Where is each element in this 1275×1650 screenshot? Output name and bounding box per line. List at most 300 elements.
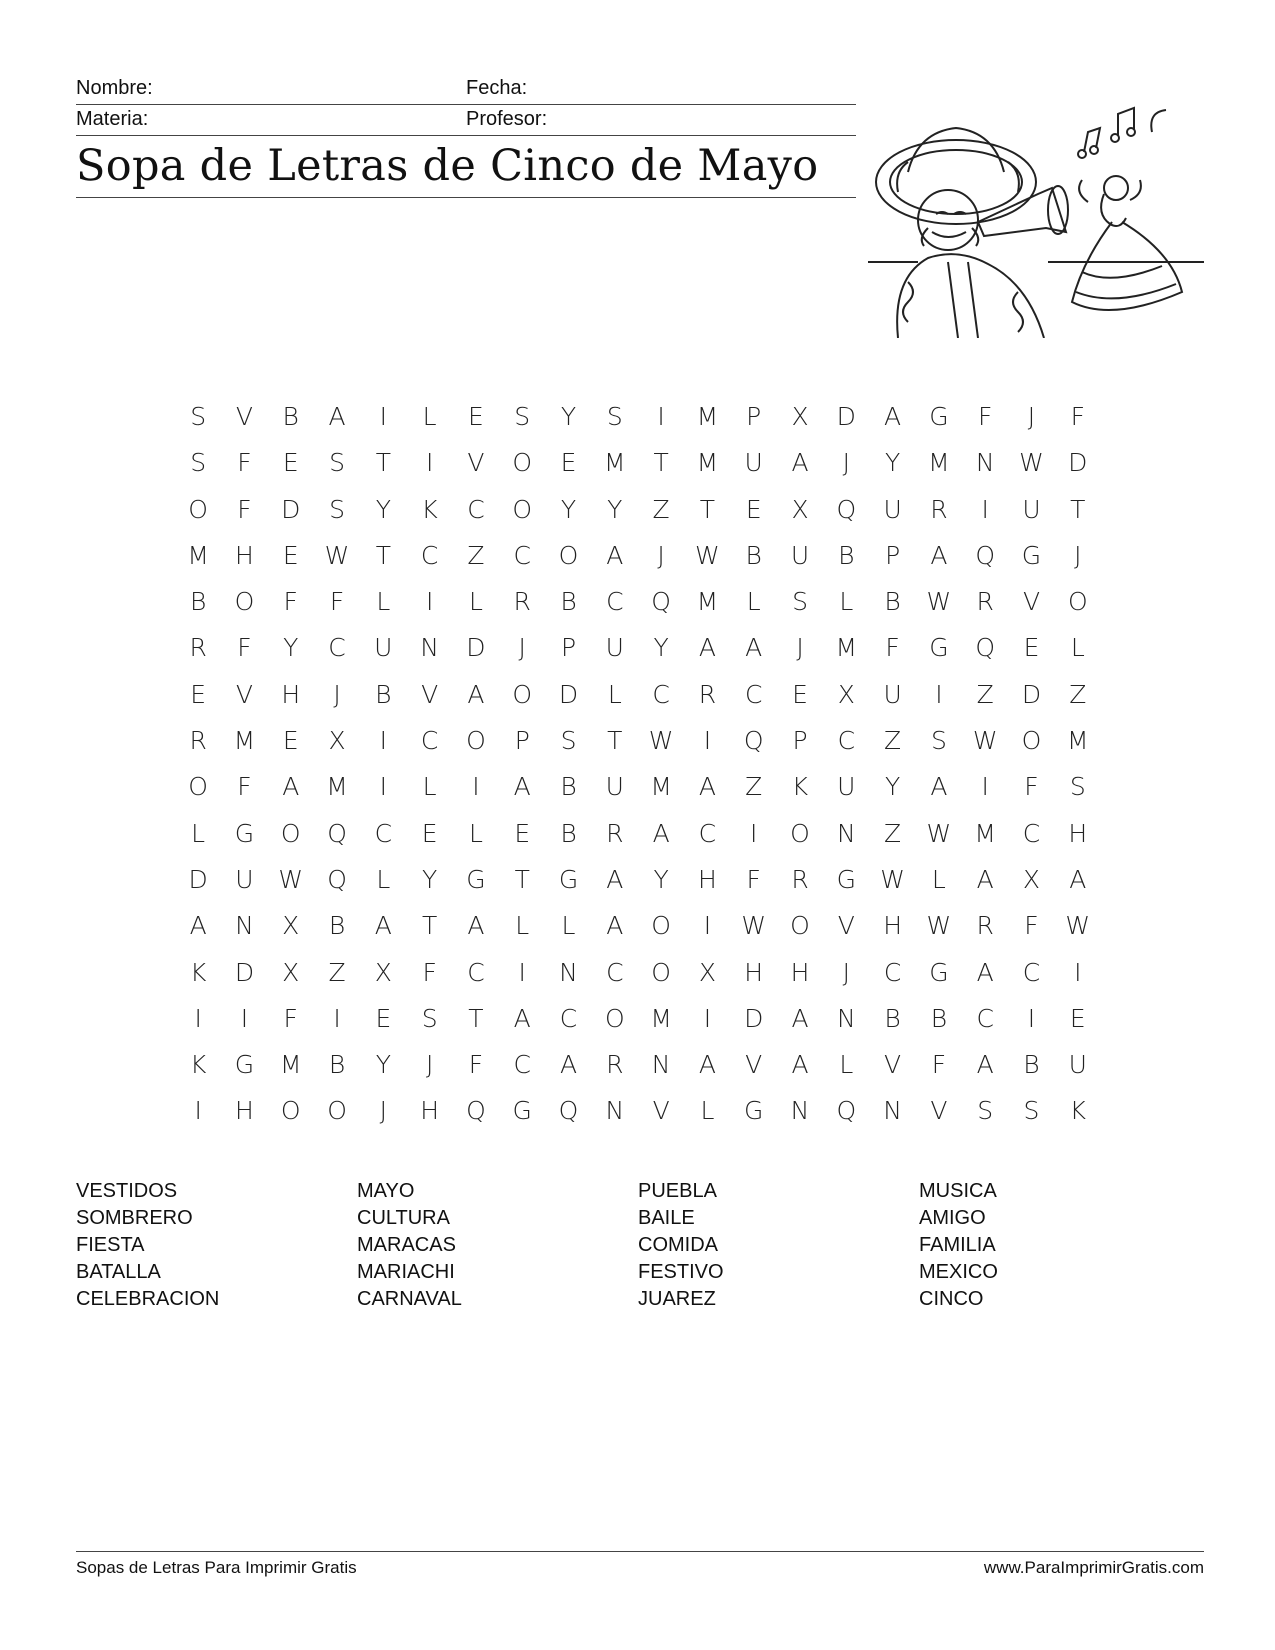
grid-letter: E: [745, 494, 762, 524]
grid-letter: A: [282, 772, 300, 802]
grid-letter: L: [422, 402, 437, 431]
grid-letter: Q: [836, 494, 857, 524]
grid-letter: O: [651, 957, 671, 987]
grid-letter: H: [235, 540, 254, 570]
grid-letter: I: [703, 911, 712, 941]
grid-letter: F: [422, 957, 437, 987]
grid-letter: E: [1069, 1003, 1086, 1033]
grid-letter: F: [237, 633, 252, 663]
grid-letter: C: [652, 679, 670, 709]
grid-letter: F: [283, 587, 298, 617]
word-list-item: COMIDA: [638, 1234, 718, 1256]
grid-letter: I: [750, 818, 758, 848]
grid-letter: V: [467, 448, 485, 478]
grid-letter: N: [420, 633, 439, 663]
grid-letter: B: [189, 587, 207, 617]
grid-letter: T: [699, 494, 716, 524]
grid-letter: F: [283, 1003, 298, 1033]
grid-letter: H: [790, 957, 810, 987]
grid-letter: A: [884, 402, 902, 431]
grid-letter: Z: [884, 818, 902, 848]
grid-letter: A: [698, 1050, 716, 1080]
grid-letter: D: [744, 1003, 764, 1033]
word-list-item: PUEBLA: [638, 1180, 717, 1202]
grid-letter: H: [744, 957, 764, 987]
grid-letter: Q: [558, 1096, 579, 1126]
grid-letter: W: [972, 726, 998, 756]
grid-letter: A: [976, 1050, 994, 1080]
grid-letter: A: [189, 911, 207, 941]
grid-letter: J: [333, 679, 341, 709]
grid-letter: G: [1021, 540, 1042, 570]
grid-letter: O: [234, 587, 255, 617]
grid-letter: U: [883, 679, 902, 709]
grid-letter: H: [281, 679, 301, 709]
grid-letter: A: [930, 540, 948, 570]
grid-letter: I: [1074, 957, 1082, 987]
grid-letter: R: [606, 818, 624, 848]
grid-letter: S: [514, 402, 531, 431]
grid-letter: U: [374, 633, 393, 663]
grid-letter: W: [1019, 448, 1044, 478]
grid-letter: I: [425, 448, 434, 478]
grid-letter: C: [420, 726, 439, 756]
grid-letter: E: [792, 679, 808, 709]
grid-letter: A: [513, 1003, 531, 1033]
grid-letter: C: [467, 957, 485, 987]
grid-letter: Z: [745, 772, 763, 802]
grid-letter: S: [421, 1003, 438, 1033]
grid-letter: S: [329, 494, 345, 524]
grid-letter: A: [698, 772, 716, 802]
grid-letter: Y: [653, 633, 669, 663]
grid-letter: A: [791, 448, 809, 478]
header-fields: [76, 74, 856, 136]
grid-letter: U: [790, 540, 810, 570]
grid-letter: T: [375, 540, 391, 570]
grid-letter: L: [839, 1050, 854, 1080]
grid-letter: U: [605, 633, 624, 663]
grid-letter: J: [379, 1096, 388, 1126]
grid-letter: G: [558, 864, 579, 894]
grid-letter: I: [379, 402, 388, 431]
word-list-item: MARACAS: [357, 1234, 456, 1256]
grid-letter: O: [604, 1003, 625, 1033]
grid-letter: O: [188, 772, 208, 802]
grid-letter: W: [926, 587, 952, 617]
grid-letter: A: [467, 911, 485, 941]
grid-letter: N: [559, 957, 578, 987]
grid-letter: A: [606, 864, 624, 894]
grid-letter: U: [837, 772, 856, 802]
word-list-item: MARIACHI: [357, 1261, 455, 1283]
grid-letter: B: [560, 772, 577, 802]
word-list-item: SOMBRERO: [76, 1207, 193, 1229]
grid-letter: S: [329, 448, 345, 478]
grid-letter: J: [842, 448, 850, 478]
word-list-item: CELEBRACION: [76, 1288, 220, 1310]
grid-letter: F: [885, 633, 900, 663]
grid-letter: Y: [560, 402, 577, 431]
grid-letter: V: [421, 679, 439, 709]
grid-letter: M: [279, 1050, 302, 1080]
grid-letter: E: [1023, 633, 1040, 663]
grid-letter: S: [792, 587, 808, 617]
grid-letter: I: [518, 957, 526, 987]
grid-letter: V: [884, 1050, 902, 1080]
grid-letter: T: [514, 864, 530, 894]
grid-letter: M: [1067, 726, 1089, 756]
grid-letter: O: [790, 818, 810, 848]
grid-letter: A: [930, 772, 948, 802]
grid-letter: K: [1069, 1096, 1086, 1126]
grid-letter: E: [468, 402, 484, 431]
word-list-item: BAILE: [638, 1207, 695, 1229]
word-list-item: BATALLA: [76, 1261, 161, 1283]
grid-letter: N: [975, 448, 995, 478]
header-row-2: [76, 105, 856, 136]
grid-letter: L: [700, 1096, 715, 1126]
grid-letter: U: [744, 448, 763, 478]
grid-letter: A: [606, 911, 624, 941]
grid-letter: A: [513, 772, 531, 802]
grid-letter: D: [281, 494, 301, 524]
grid-letter: I: [981, 494, 989, 524]
grid-letter: N: [790, 1096, 810, 1126]
grid-letter: M: [233, 726, 256, 756]
grid-letter: A: [374, 911, 392, 941]
grid-letter: F: [746, 864, 761, 894]
grid-letter: A: [976, 864, 994, 894]
date-label: Fecha:: [466, 77, 528, 99]
word-list-item: CINCO: [919, 1288, 984, 1310]
grid-letter: Y: [884, 448, 901, 478]
grid-letter: A: [559, 1050, 578, 1080]
word-column: [919, 1178, 1200, 1313]
word-list-item: FAMILIA: [919, 1234, 996, 1256]
grid-letter: K: [421, 494, 438, 524]
grid-letter: B: [560, 818, 577, 848]
grid-letter: D: [188, 864, 208, 894]
grid-letter: O: [188, 494, 208, 524]
grid-letter: B: [328, 1050, 346, 1080]
grid-letter: O: [327, 1096, 347, 1126]
grid-letter: Y: [607, 494, 623, 524]
grid-letter: I: [703, 726, 712, 756]
grid-letter: G: [744, 1096, 764, 1126]
grid-letter: C: [744, 679, 763, 709]
grid-letter: L: [839, 587, 854, 617]
footer-left-text: Sopas de Letras Para Imprimir Gratis: [76, 1558, 357, 1577]
grid-letter: J: [657, 540, 665, 570]
word-column: [357, 1178, 638, 1313]
grid-letter: P: [514, 726, 530, 756]
grid-letter: U: [1022, 494, 1041, 524]
grid-letter: G: [234, 818, 255, 848]
grid-letter: L: [468, 587, 483, 617]
grid-letter: V: [652, 1096, 670, 1126]
grid-letter: D: [234, 957, 255, 987]
grid-letter: O: [558, 540, 579, 570]
grid-letter: X: [282, 957, 300, 987]
grid-letter: A: [1069, 864, 1087, 894]
grid-letter: Q: [327, 818, 347, 848]
grid-letter: I: [240, 1003, 249, 1033]
grid-letter: Y: [653, 864, 669, 894]
grid-letter: M: [326, 772, 348, 802]
grid-letter: Q: [327, 864, 347, 894]
grid-letter: B: [328, 911, 346, 941]
grid-letter: G: [234, 1050, 255, 1080]
grid-letter: Y: [375, 1050, 391, 1080]
grid-letter: T: [468, 1003, 484, 1033]
grid-letter: P: [792, 726, 808, 756]
grid-letter: H: [698, 864, 717, 894]
grid-letter: H: [420, 1096, 440, 1126]
grid-letter: O: [790, 911, 810, 941]
grid-letter: U: [1068, 1050, 1087, 1080]
grid-letter: C: [1022, 818, 1041, 848]
word-list-item: CARNAVAL: [357, 1288, 462, 1310]
grid-letter: L: [376, 864, 391, 894]
grid-letter: X: [328, 726, 346, 756]
grid-letter: F: [237, 448, 252, 478]
grid-letter: S: [1069, 772, 1086, 802]
grid-letter: E: [282, 540, 299, 570]
grid-letter: Z: [976, 679, 994, 709]
grid-letter: M: [835, 633, 858, 663]
grid-letter: R: [513, 587, 531, 617]
grid-letter: F: [237, 494, 252, 524]
grid-letter: A: [698, 633, 716, 663]
word-list-item: MEXICO: [919, 1261, 998, 1283]
grid-letter: Z: [467, 540, 485, 570]
grid-letter: W: [324, 540, 350, 570]
grid-letter: I: [981, 772, 989, 802]
grid-letter: Z: [328, 957, 346, 987]
grid-letter: R: [976, 587, 994, 617]
grid-letter: A: [328, 402, 346, 431]
grid-letter: Q: [975, 540, 996, 570]
grid-letter: O: [1067, 587, 1088, 617]
grid-letter: F: [1024, 911, 1039, 941]
grid-letter: R: [189, 633, 207, 663]
grid-letter: L: [931, 864, 946, 894]
grid-letter: B: [884, 1003, 901, 1033]
grid-letter: J: [425, 1050, 434, 1080]
grid-letter: A: [606, 540, 624, 570]
grid-letter: V: [930, 1096, 948, 1126]
grid-letter: X: [791, 494, 809, 524]
grid-letter: W: [278, 864, 304, 894]
grid-letter: M: [696, 448, 719, 478]
grid-letter: A: [976, 957, 994, 987]
grid-letter: E: [560, 448, 577, 478]
grid-letter: V: [745, 1050, 763, 1080]
grid-letter: D: [1021, 679, 1042, 709]
grid-letter: M: [650, 772, 672, 802]
grid-letter: E: [190, 679, 207, 709]
grid-letter: X: [698, 957, 716, 987]
grid-letter: I: [935, 679, 943, 709]
grid-letter: W: [926, 818, 952, 848]
grid-letter: Q: [466, 1096, 486, 1126]
grid-letter: N: [605, 1096, 625, 1126]
grid-letter: P: [885, 540, 901, 570]
grid-letter: F: [237, 772, 252, 802]
grid-letter: C: [328, 633, 346, 663]
grid-letter: R: [930, 494, 948, 524]
grid-letter: Q: [836, 1096, 857, 1126]
grid-letter: C: [374, 818, 393, 848]
grid-letter: L: [746, 587, 761, 617]
grid-letter: J: [1074, 540, 1082, 570]
word-list-item: MUSICA: [919, 1180, 997, 1202]
grid-letter: B: [884, 587, 901, 617]
word-list-item: AMIGO: [919, 1207, 986, 1229]
grid-letter: M: [604, 448, 626, 478]
grid-letter: T: [375, 448, 391, 478]
grid-letter: V: [837, 911, 855, 941]
letter-grid: [175, 402, 1101, 1143]
grid-letter: N: [836, 818, 856, 848]
grid-letter: K: [791, 772, 809, 802]
grid-letter: B: [375, 679, 392, 709]
grid-letter: L: [376, 587, 391, 617]
grid-letter: C: [837, 726, 856, 756]
grid-letter: Z: [652, 494, 670, 524]
grid-letter: L: [607, 679, 622, 709]
grid-letter: W: [741, 911, 767, 941]
word-list-item: VESTIDOS: [76, 1180, 178, 1202]
grid-letter: D: [1068, 448, 1088, 478]
grid-letter: C: [1022, 957, 1041, 987]
word-list-item: JUAREZ: [638, 1288, 716, 1310]
subject-label: Materia:: [76, 108, 149, 130]
grid-letter: U: [235, 864, 254, 894]
grid-letter: J: [1027, 402, 1036, 431]
grid-letter: F: [1024, 772, 1039, 802]
grid-letter: X: [374, 957, 392, 987]
grid-letter: M: [928, 448, 950, 478]
grid-letter: N: [883, 1096, 902, 1126]
grid-letter: L: [468, 818, 483, 848]
grid-letter: E: [282, 726, 299, 756]
grid-letter: V: [235, 679, 253, 709]
word-list: [76, 1178, 1200, 1313]
grid-letter: A: [791, 1003, 809, 1033]
grid-letter: G: [929, 633, 949, 663]
grid-letter: G: [929, 402, 949, 431]
grid-letter: S: [606, 402, 623, 431]
grid-letter: E: [282, 448, 299, 478]
grid-letter: X: [791, 402, 809, 431]
grid-letter: O: [1021, 726, 1042, 756]
grid-letter: B: [282, 402, 299, 431]
grid-letter: I: [657, 402, 665, 431]
grid-letter: A: [791, 1050, 809, 1080]
grid-letter: C: [467, 494, 485, 524]
grid-letter: F: [329, 587, 345, 617]
grid-letter: I: [194, 1096, 202, 1126]
grid-letter: B: [745, 540, 762, 570]
grid-letter: C: [420, 540, 439, 570]
grid-letter: R: [791, 864, 809, 894]
grid-letter: S: [190, 448, 207, 478]
grid-letter: N: [836, 1003, 856, 1033]
name-label: Nombre:: [76, 77, 153, 99]
grid-letter: L: [515, 911, 530, 941]
teacher-label: Profesor:: [466, 108, 548, 130]
grid-letter: S: [190, 402, 207, 431]
grid-letter: N: [235, 911, 254, 941]
grid-letter: X: [282, 911, 300, 941]
grid-letter: F: [931, 1050, 947, 1080]
grid-letter: R: [976, 911, 994, 941]
grid-letter: C: [559, 1003, 578, 1033]
grid-letter: F: [1070, 402, 1085, 431]
grid-letter: C: [606, 587, 624, 617]
grid-letter: V: [235, 402, 253, 431]
grid-letter: U: [605, 772, 624, 802]
grid-letter: S: [977, 1096, 994, 1126]
footer: [76, 1551, 1204, 1578]
grid-letter: I: [425, 587, 434, 617]
word-list-item: CULTURA: [357, 1207, 450, 1229]
grid-letter: C: [606, 957, 624, 987]
grid-letter: M: [696, 402, 719, 431]
grid-letter: I: [379, 772, 388, 802]
word-column: [76, 1178, 357, 1313]
grid-letter: O: [280, 818, 301, 848]
grid-letter: R: [189, 726, 207, 756]
word-list-item: FESTIVO: [638, 1261, 724, 1283]
header-row-1: [76, 74, 856, 105]
grid-letter: I: [472, 772, 480, 802]
grid-letter: D: [558, 679, 579, 709]
grid-letter: S: [930, 726, 947, 756]
grid-letter: Y: [283, 633, 299, 663]
grid-letter: G: [512, 1096, 532, 1126]
grid-letter: L: [561, 911, 576, 941]
grid-letter: P: [746, 402, 762, 431]
grid-letter: H: [235, 1096, 254, 1126]
grid-letter: H: [883, 911, 902, 941]
word-list-item: MAYO: [357, 1180, 415, 1202]
grid-letter: M: [650, 1003, 672, 1033]
grid-letter: X: [837, 679, 855, 709]
grid-letter: B: [560, 587, 577, 617]
grid-letter: L: [422, 772, 437, 802]
grid-letter: J: [518, 633, 526, 663]
grid-letter: R: [698, 679, 717, 709]
grid-letter: W: [1065, 911, 1091, 941]
grid-letter: W: [880, 864, 905, 894]
grid-letter: J: [842, 957, 850, 987]
grid-letter: G: [466, 864, 486, 894]
grid-letter: D: [466, 633, 486, 663]
grid-letter: Z: [884, 726, 902, 756]
grid-letter: T: [607, 726, 623, 756]
grid-letter: C: [883, 957, 902, 987]
grid-letter: U: [883, 494, 902, 524]
grid-letter: M: [187, 540, 209, 570]
grid-letter: I: [379, 726, 388, 756]
grid-letter: K: [189, 957, 207, 987]
grid-letter: G: [929, 957, 949, 987]
grid-letter: E: [514, 818, 531, 848]
grid-letter: I: [333, 1003, 341, 1033]
